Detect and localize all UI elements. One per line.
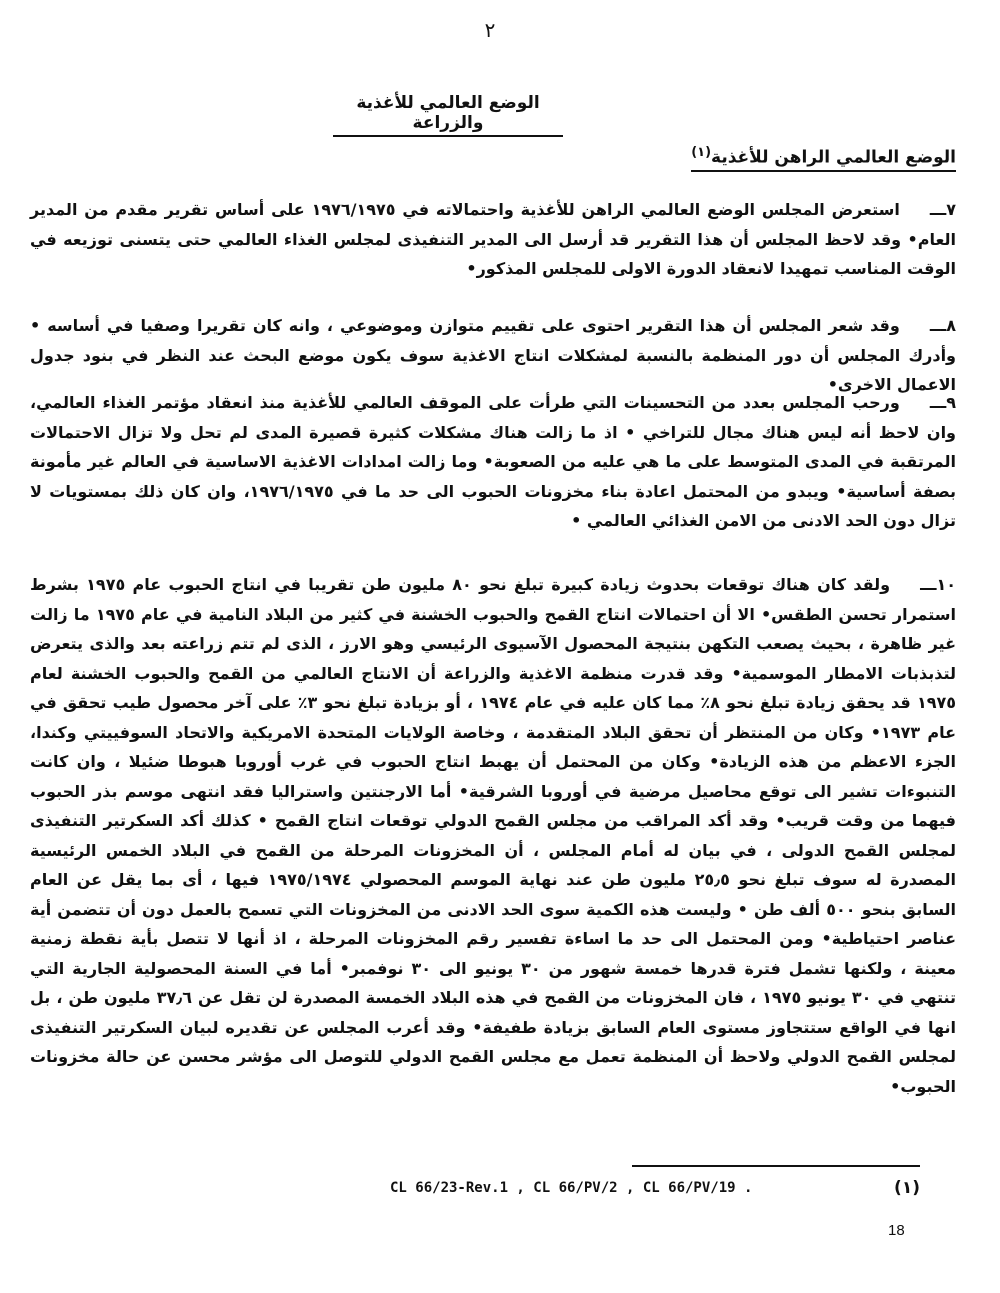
section-footnote-marker: (١)	[691, 145, 712, 160]
paragraph-9	[30, 388, 956, 536]
paragraph-number: ٧ـــ	[929, 200, 957, 219]
paragraph-number: ٨ـــ	[929, 316, 956, 335]
footnote-references: CL 66/23-Rev.1 , CL 66/PV/2 , CL 66/PV/19 .	[390, 1180, 753, 1196]
section-title	[691, 145, 956, 172]
paragraph-7	[30, 195, 956, 284]
main-title: الوضع العالمي للأغذية والزراعة	[333, 93, 563, 137]
top-page-number: ٢	[484, 18, 496, 42]
paragraph-text: وقد شعر المجلس أن هذا التقرير احتوى على تقييم متوازن وموضوعي ، وانه كان تقريرا وصفيا في أساسه • وأدرك المجلس أن دور المنظمة بالنسبة لمشكلات انتاج الاغذية سوف يكون موضع البحث عند النظر في بنود جدول الاعمال الاخرى•	[30, 316, 956, 394]
paragraph-number: ٩ـــ	[929, 393, 956, 412]
footnote-marker: (١)	[894, 1178, 920, 1198]
paragraph-8	[30, 311, 956, 400]
paragraph-text: ورحب المجلس بعدد من التحسينات التي طرأت على الموقف العالمي للأغذية منذ انعقاد مؤتمر الغذاء العالمي، وان لاحظ أنه ليس هناك مجال للتراخي • اذ ما زالت هناك مشكلات كثيرة قصيرة المدى لم تحل ولا تزال الاحتمالات المرتقبة في المدى المتوسط على ما هي عليه من الصعوبة• وما زالت امدادات الاغذية الاساسية في العالم غير مأمونة بصفة أساسية• ويبدو من المحتمل اعادة بناء مخزونات الحبوب الى حد ما في ١٩٧٦/١٩٧٥، وان كان ذلك بمستويات لا تزال دون الحد الادنى من الامن الغذائي العالمي •	[30, 393, 957, 530]
footnote-divider	[632, 1165, 920, 1167]
footnote	[390, 1180, 930, 1204]
section-title-text: الوضع العالمي الراهن للأغذية	[711, 147, 956, 168]
paragraph-text: استعرض المجلس الوضع العالمي الراهن للأغذية واحتمالاته في ١٩٧٦/١٩٧٥ على أساس تقرير مقدم من المدير العام• وقد لاحظ المجلس أن هذا التقرير قد أرسل الى المدير التنفيذى لمجلس الغذاء العالمي حتى يتسنى توزيعه في الوقت المناسب تمهيدا لانعقاد الدورة الاولى للمجلس المذكور•	[30, 200, 956, 278]
paragraph-number: ١٠ـــ	[920, 575, 956, 594]
bottom-page-number: 18	[888, 1222, 905, 1239]
paragraph-text: ولقد كان هناك توقعات بحدوث زيادة كبيرة تبلغ نحو ٨٠ مليون طن تقريبا في انتاج الحبوب عام ١٩٧٥ بشرط استمرار تحسن الطقس• الا أن احتمالات انتاج القمح والحبوب الخشنة في كثير من البلاد النامية في عام ١٩٧٥ ما زالت غير ظاهرة ، بحيث يصعب التكهن بنتيجة المحصول الآسيوى الرئيسي وهو الارز ، الذى لم تتم زراعته بعد والذى يتعرض لتذبذبات الامطار الموسمية• وقد قدرت منظمة الاغذية والزراعة أن الانتاج العالمي من القمح والحبوب الخشنة لعام ١٩٧٥ قد يحقق زيادة تبلغ نحو ٨٪ مما كان عليه في عام ١٩٧٤ ، أو بزيادة تبلغ نحو ٣٪ على آخر محصول طيب تحقق في عام ١٩٧٣• وكان من المنتظر أن تحقق البلاد المتقدمة ، وخاصة الولايات المتحدة الامريكية والاتحاد السوفييتي وكندا، الجزء الاعظم من هذه الزيادة• وكان من المحتمل أن يهبط انتاج الحبوب في غرب أوروبا هبوطا ضئيلا ، وان كانت التنبوءات تشير الى توقع محاصيل مرضية في أوروبا الشرقية• أما الارجنتين واستراليا فقد انتهى موسم بذر الحبوب فيهما من وقت قريب• وقد أكد المراقب من مجلس القمح الدولي توقعات انتاج القمح • كذلك أكد السكرتير التنفيذى لمجلس القمح الدولى ، في بيان له أمام المجلس ، أن المخزونات المرحلة من القمح في البلاد الخمس الرئيسية المصدرة له سوف تبلغ نحو ٢٥٫٥ مليون طن عند نهاية الموسم المحصولي ١٩٧٥/١٩٧٤ فيها ، أى بما يقل عن العام السابق بنحو ٥٠٠ ألف طن • وليست هذه الكمية سوى الحد الادنى من المخزونات التي تسمح بالعمل دون أن تتضمن أية عناصر احتياطية• ومن المحتمل الى حد ما اساءة تفسير رقم المخزونات المرحلة ، اذ أنها لا تتصل بأية نقطة زمنية معينة ، ولكنها تشمل فترة قدرها خمسة شهور من ٣٠ يونيو الى ٣٠ نوفمبر• أما في السنة المحصولية الجارية التي تنتهي في ٣٠ يونيو ١٩٧٥ ، فان المخزونات من القمح في هذه البلاد الخمسة المصدرة لن تقل عن ٣٧٫٦ مليون طن ، بل انها في الواقع ستتجاوز مستوى العام السابق بزيادة طفيفة• وقد أعرب المجلس عن تقديره لبيان السكرتير التنفيذى لمجلس القمح الدولي ولاحظ أن المنظمة تعمل مع مجلس القمح الدولي للتوصل الى مؤشر محسن عن حالة مخزونات الحبوب•	[30, 575, 957, 1096]
paragraph-10	[30, 570, 956, 1101]
